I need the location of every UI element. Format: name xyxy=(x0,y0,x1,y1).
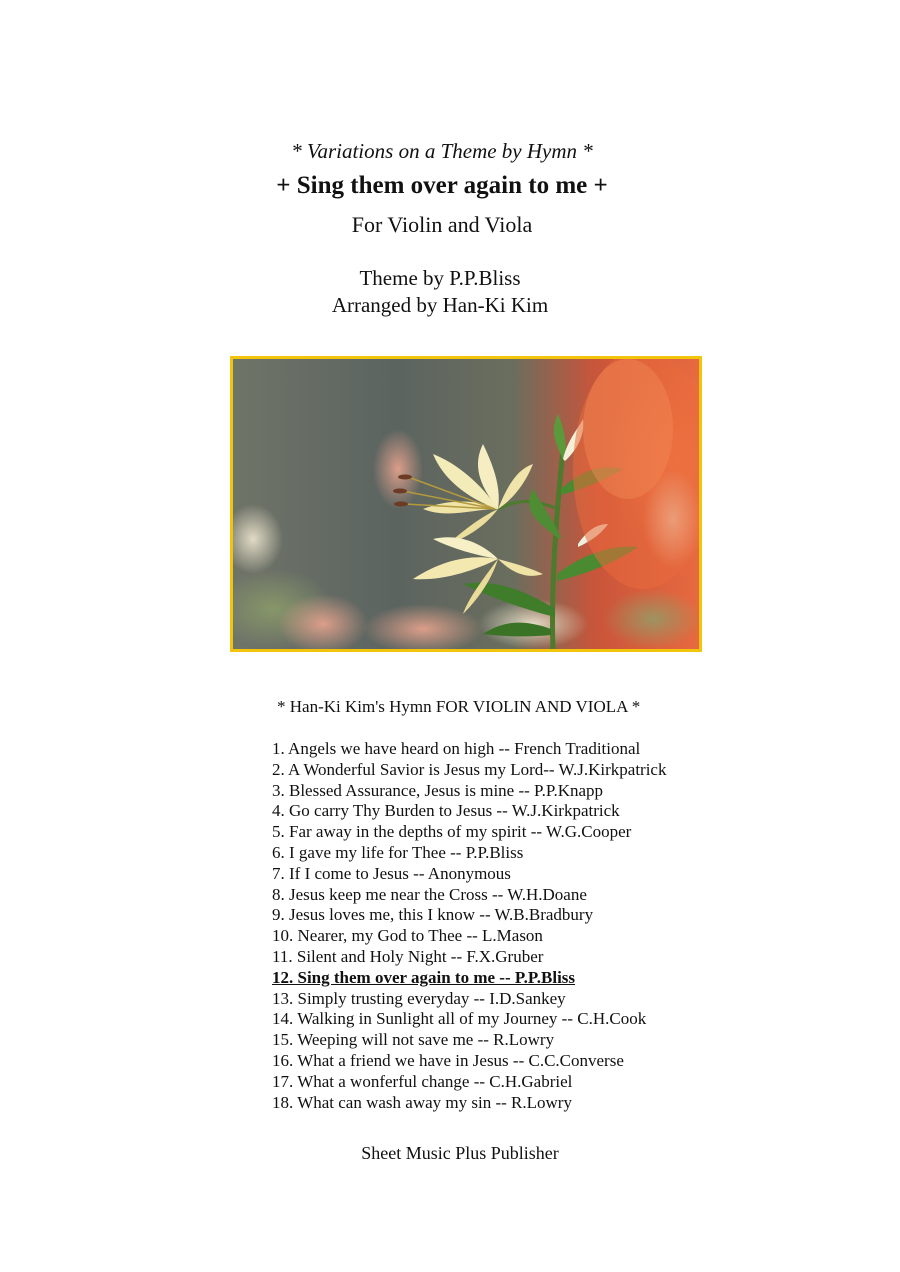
theme-credit: Theme by P.P.Bliss xyxy=(359,266,521,290)
series-heading: * Han-Ki Kim's Hymn FOR VIOLIN AND VIOLA * xyxy=(277,697,641,716)
hymn-item: 13. Simply trusting everyday -- I.D.Sankey xyxy=(272,988,566,1008)
instrumentation: For Violin and Viola xyxy=(351,212,533,237)
hymn-item: 8. Jesus keep me near the Cross -- W.H.Doane xyxy=(272,884,587,904)
arranger-credit: Arranged by Han-Ki Kim xyxy=(331,293,549,317)
subtitle: * Variations on a Theme by Hymn * xyxy=(291,139,593,163)
current-hymn-item: 12. Sing them over again to me -- P.P.Bliss xyxy=(272,967,576,987)
hymn-item: 18. What can wash away my sin -- R.Lowry xyxy=(272,1092,572,1112)
hymn-item: 11. Silent and Holy Night -- F.X.Gruber xyxy=(272,946,544,966)
hymn-item: 17. What a wonferful change -- C.H.Gabriel xyxy=(272,1071,573,1091)
hymn-item: 14. Walking in Sunlight all of my Journey -- C.H.Cook xyxy=(272,1009,647,1029)
hymn-item: 9. Jesus loves me, this I know -- W.B.Bradbury xyxy=(272,905,594,925)
hymn-list xyxy=(272,739,666,1113)
hymn-item: 5. Far away in the depths of my spirit -- W.G.Cooper xyxy=(272,822,632,842)
publisher: Sheet Music Plus Publisher xyxy=(361,1143,559,1163)
hymn-item: 15. Weeping will not save me -- R.Lowry xyxy=(272,1030,555,1050)
hymn-item: 2. A Wonderful Savior is Jesus my Lord-- W.J.Kirkpatrick xyxy=(272,759,667,779)
hymn-item: 10. Nearer, my God to Thee -- L.Mason xyxy=(272,926,543,946)
hymn-item: 4. Go carry Thy Burden to Jesus -- W.J.Kirkpatrick xyxy=(272,801,620,821)
hymn-item: 16. What a friend we have in Jesus -- C.C.Converse xyxy=(272,1050,624,1070)
lily-flowers-photo xyxy=(233,359,699,649)
hymn-item: 7. If I come to Jesus -- Anonymous xyxy=(272,863,511,883)
hymn-item: 3. Blessed Assurance, Jesus is mine -- P.P.Knapp xyxy=(272,780,604,800)
hymn-item: 1. Angels we have heard on high -- French Traditional xyxy=(272,739,641,758)
cover-image xyxy=(230,356,702,652)
hymn-item: 6. I gave my life for Thee -- P.P.Bliss xyxy=(272,842,524,862)
page-title: + Sing them over again to me + xyxy=(276,172,608,199)
